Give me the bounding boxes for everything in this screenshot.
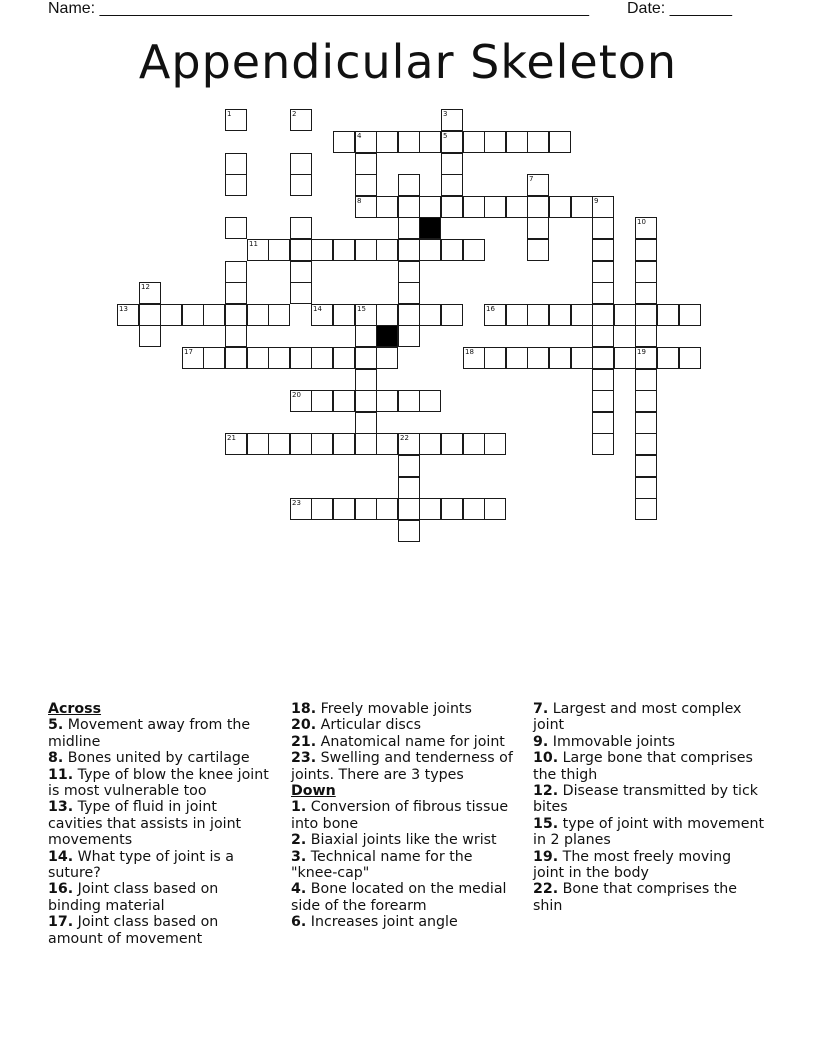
crossword-cell[interactable] bbox=[592, 239, 614, 261]
clue-item bbox=[291, 799, 523, 832]
crossword-cell[interactable] bbox=[635, 433, 657, 455]
crossword-cell[interactable] bbox=[657, 347, 679, 369]
crossword-cell[interactable] bbox=[355, 369, 377, 391]
clue-item-text: Movement away from the midline bbox=[48, 717, 251, 750]
crossword-cell[interactable] bbox=[182, 304, 204, 326]
crossword-cell[interactable] bbox=[355, 304, 377, 326]
clue-item bbox=[291, 734, 523, 750]
crossword-cell[interactable] bbox=[376, 433, 398, 455]
crossword-cell[interactable] bbox=[333, 239, 355, 261]
clue-item-number: 20. bbox=[291, 717, 317, 734]
clue-item bbox=[48, 799, 270, 848]
clue-number: 20 bbox=[292, 391, 301, 399]
crossword-cell[interactable] bbox=[333, 304, 355, 326]
clue-item-text: Freely movable joints bbox=[316, 701, 472, 717]
clue-item-number: 22. bbox=[533, 881, 559, 898]
clue-item bbox=[291, 750, 523, 783]
crossword-cell[interactable] bbox=[549, 131, 571, 153]
crossword-cell[interactable] bbox=[139, 304, 161, 326]
clue-number: 19 bbox=[637, 348, 646, 356]
crossword-cell[interactable] bbox=[333, 390, 355, 412]
crossword-cell[interactable] bbox=[592, 390, 614, 412]
crossword-cell[interactable] bbox=[463, 433, 485, 455]
clue-item-text: Biaxial joints like the wrist bbox=[306, 832, 497, 849]
clue-number: 3 bbox=[443, 110, 448, 118]
crossword-cell[interactable] bbox=[290, 153, 312, 175]
clue-item-number: 14. bbox=[48, 848, 74, 865]
clue-item-number: 2. bbox=[291, 832, 307, 849]
clue-number: 5 bbox=[443, 132, 448, 140]
clue-item-number: 12. bbox=[533, 783, 559, 800]
clue-column-1 bbox=[48, 701, 270, 947]
clue-item-number: 1. bbox=[291, 799, 307, 816]
crossword-cell[interactable] bbox=[355, 196, 377, 218]
clue-item-number: 3. bbox=[291, 848, 307, 865]
crossword-cell[interactable] bbox=[376, 304, 398, 326]
crossword-cell[interactable] bbox=[398, 239, 420, 261]
crossword-cell[interactable] bbox=[355, 390, 377, 412]
crossword-cell[interactable] bbox=[225, 325, 247, 347]
crossword-cell[interactable] bbox=[398, 433, 420, 455]
crossword-cell[interactable] bbox=[290, 174, 312, 196]
clue-item-number: 16. bbox=[48, 881, 74, 898]
clue-item-number: 10. bbox=[533, 750, 559, 767]
crossword-cell[interactable] bbox=[679, 304, 701, 326]
crossword-cell[interactable] bbox=[290, 261, 312, 283]
crossword-cell[interactable] bbox=[441, 239, 463, 261]
clue-item bbox=[533, 783, 765, 816]
crossword-cell[interactable] bbox=[247, 433, 269, 455]
crossword-black-cell bbox=[419, 217, 441, 239]
clue-section-heading: Down bbox=[291, 783, 336, 800]
clue-number: 4 bbox=[357, 132, 362, 140]
clue-item-text: Joint class based on binding material bbox=[48, 881, 219, 914]
crossword-cell[interactable] bbox=[160, 304, 182, 326]
crossword-cell[interactable] bbox=[441, 498, 463, 520]
crossword-cell[interactable] bbox=[225, 109, 247, 131]
clue-item-number: 18. bbox=[291, 701, 317, 717]
crossword-cell[interactable] bbox=[592, 282, 614, 304]
clue-item bbox=[533, 816, 765, 849]
clue-item-number: 8. bbox=[48, 750, 64, 767]
clue-column-3 bbox=[533, 701, 765, 914]
clue-item-text: Anatomical name for joint bbox=[316, 733, 505, 750]
clue-item bbox=[533, 701, 765, 734]
crossword-cell[interactable] bbox=[333, 347, 355, 369]
clue-item-text: Type of fluid in joint cavities that assists in joint movements bbox=[48, 799, 242, 849]
crossword-cell[interactable] bbox=[398, 520, 420, 542]
clue-item-number: 11. bbox=[48, 766, 74, 783]
crossword-cell[interactable] bbox=[182, 347, 204, 369]
crossword-cell[interactable] bbox=[679, 347, 701, 369]
clue-number: 11 bbox=[249, 240, 258, 248]
clue-item bbox=[48, 750, 270, 766]
clue-item bbox=[48, 849, 270, 882]
clue-number: 7 bbox=[529, 175, 534, 183]
crossword-cell[interactable] bbox=[225, 304, 247, 326]
crossword-cell[interactable] bbox=[484, 131, 506, 153]
clue-item-number: 7. bbox=[533, 701, 549, 717]
clue-number: 8 bbox=[357, 197, 362, 205]
crossword-cell[interactable] bbox=[333, 498, 355, 520]
clue-item-number: 9. bbox=[533, 733, 549, 750]
crossword-cell[interactable] bbox=[592, 304, 614, 326]
crossword-cell[interactable] bbox=[484, 498, 506, 520]
crossword-cell[interactable] bbox=[247, 347, 269, 369]
crossword-cell[interactable] bbox=[527, 196, 549, 218]
crossword-cell[interactable] bbox=[463, 131, 485, 153]
crossword-cell[interactable] bbox=[139, 282, 161, 304]
crossword-cell[interactable] bbox=[355, 412, 377, 434]
crossword-cell[interactable] bbox=[484, 196, 506, 218]
clue-item-text: The most freely moving joint in the body bbox=[533, 848, 732, 882]
crossword-cell[interactable] bbox=[355, 153, 377, 175]
name-field-label: Name: _______________________________________________________ bbox=[48, 0, 589, 17]
crossword-cell[interactable] bbox=[376, 239, 398, 261]
clue-number: 17 bbox=[184, 348, 193, 356]
clue-item-number: 19. bbox=[533, 848, 559, 865]
crossword-cell[interactable] bbox=[225, 174, 247, 196]
crossword-cell[interactable] bbox=[290, 282, 312, 304]
clue-item-text: Conversion of fibrous tissue into bone bbox=[291, 799, 509, 832]
crossword-cell[interactable] bbox=[247, 239, 269, 261]
clue-item bbox=[291, 881, 523, 914]
crossword-cell[interactable] bbox=[333, 131, 355, 153]
crossword-cell[interactable] bbox=[635, 498, 657, 520]
clue-item-text: Largest and most complex joint bbox=[533, 701, 742, 734]
crossword-cell[interactable] bbox=[527, 131, 549, 153]
crossword-cell[interactable] bbox=[268, 347, 290, 369]
clue-number: 9 bbox=[594, 197, 599, 205]
crossword-cell[interactable] bbox=[398, 261, 420, 283]
clue-item-text: Bone located on the medial side of the forearm bbox=[291, 881, 507, 914]
crossword-cell[interactable] bbox=[419, 433, 441, 455]
crossword-cell[interactable] bbox=[571, 347, 593, 369]
clue-item bbox=[533, 750, 765, 783]
clue-item-text: Bones united by cartilage bbox=[63, 750, 250, 767]
clue-item-number: 13. bbox=[48, 799, 74, 816]
clue-item-text: Technical name for the "knee-cap" bbox=[291, 848, 473, 882]
crossword-cell[interactable] bbox=[311, 433, 333, 455]
clue-item-text: type of joint with movement in 2 planes bbox=[533, 815, 765, 849]
crossword-cell[interactable] bbox=[311, 304, 333, 326]
crossword-cell[interactable] bbox=[635, 455, 657, 477]
crossword-cell[interactable] bbox=[484, 347, 506, 369]
crossword-cell[interactable] bbox=[549, 196, 571, 218]
crossword-cell[interactable] bbox=[117, 304, 139, 326]
crossword-cell[interactable] bbox=[419, 131, 441, 153]
date-field-label: Date: _______ bbox=[627, 0, 732, 17]
clue-number: 13 bbox=[119, 305, 128, 313]
crossword-cell[interactable] bbox=[225, 347, 247, 369]
crossword-cell[interactable] bbox=[290, 109, 312, 131]
crossword-cell[interactable] bbox=[549, 347, 571, 369]
crossword-cell[interactable] bbox=[635, 217, 657, 239]
crossword-cell[interactable] bbox=[376, 390, 398, 412]
crossword-cell[interactable] bbox=[635, 412, 657, 434]
crossword-cell[interactable] bbox=[398, 304, 420, 326]
crossword-cell[interactable] bbox=[225, 217, 247, 239]
crossword-cell[interactable] bbox=[311, 390, 333, 412]
clue-item-text: Large bone that comprises the thigh bbox=[533, 750, 753, 783]
clue-item-number: 6. bbox=[291, 914, 307, 931]
crossword-cell[interactable] bbox=[592, 325, 614, 347]
clue-number: 14 bbox=[313, 305, 322, 313]
clue-number: 16 bbox=[486, 305, 495, 313]
clue-number: 21 bbox=[227, 434, 236, 442]
crossword-cell[interactable] bbox=[225, 282, 247, 304]
crossword-cell[interactable] bbox=[398, 498, 420, 520]
clue-number: 15 bbox=[357, 305, 366, 313]
crossword-black-cell bbox=[376, 325, 398, 347]
clue-item-text: Swelling and tenderness of joints. There are 3 types bbox=[291, 750, 513, 783]
crossword-cell[interactable] bbox=[203, 304, 225, 326]
crossword-cell[interactable] bbox=[376, 196, 398, 218]
crossword-cell[interactable] bbox=[203, 347, 225, 369]
crossword-cell[interactable] bbox=[527, 217, 549, 239]
crossword-cell[interactable] bbox=[592, 433, 614, 455]
crossword-cell[interactable] bbox=[398, 196, 420, 218]
crossword-cell[interactable] bbox=[635, 369, 657, 391]
clue-number: 1 bbox=[227, 110, 232, 118]
crossword-cell[interactable] bbox=[290, 217, 312, 239]
clue-item bbox=[48, 914, 270, 947]
crossword-cell[interactable] bbox=[635, 477, 657, 499]
crossword-cell[interactable] bbox=[506, 347, 528, 369]
clue-section-heading: Across bbox=[48, 701, 102, 717]
crossword-cell[interactable] bbox=[549, 304, 571, 326]
clue-item bbox=[291, 832, 523, 848]
crossword-cell[interactable] bbox=[419, 390, 441, 412]
crossword-cell[interactable] bbox=[376, 131, 398, 153]
crossword-cell[interactable] bbox=[614, 304, 636, 326]
crossword-cell[interactable] bbox=[419, 239, 441, 261]
clue-number: 18 bbox=[465, 348, 474, 356]
crossword-cell[interactable] bbox=[333, 433, 355, 455]
crossword-cell[interactable] bbox=[463, 239, 485, 261]
page-title: Appendicular Skeleton bbox=[138, 35, 678, 89]
clue-item-text: Immovable joints bbox=[548, 733, 676, 750]
crossword-cell[interactable] bbox=[290, 347, 312, 369]
crossword-cell[interactable] bbox=[419, 498, 441, 520]
clue-item-text: Bone that comprises the shin bbox=[533, 881, 738, 914]
crossword-cell[interactable] bbox=[484, 433, 506, 455]
crossword-cell[interactable] bbox=[592, 217, 614, 239]
clue-item-text: Joint class based on amount of movement bbox=[48, 914, 219, 947]
crossword-cell[interactable] bbox=[355, 433, 377, 455]
crossword-cell[interactable] bbox=[355, 498, 377, 520]
crossword-cell[interactable] bbox=[527, 304, 549, 326]
crossword-cell[interactable] bbox=[592, 261, 614, 283]
clue-item-text: Type of blow the knee joint is most vulnerable too bbox=[48, 766, 269, 800]
clue-number: 10 bbox=[637, 218, 646, 226]
crossword-cell[interactable] bbox=[441, 196, 463, 218]
clue-item-text: Increases joint angle bbox=[306, 914, 458, 931]
clue-number: 2 bbox=[292, 110, 297, 118]
clue-item-text: Disease transmitted by tick bites bbox=[533, 783, 758, 816]
crossword-cell[interactable] bbox=[139, 325, 161, 347]
clue-item-number: 23. bbox=[291, 750, 317, 767]
clue-number: 22 bbox=[400, 434, 409, 442]
crossword-cell[interactable] bbox=[268, 433, 290, 455]
crossword-cell[interactable] bbox=[398, 325, 420, 347]
clue-number: 23 bbox=[292, 499, 301, 507]
crossword-cell[interactable] bbox=[311, 239, 333, 261]
clue-item-number: 21. bbox=[291, 733, 317, 750]
clue-column-2 bbox=[291, 701, 523, 931]
crossword-cell[interactable] bbox=[635, 347, 657, 369]
crossword-cell[interactable] bbox=[441, 153, 463, 175]
crossword-cell[interactable] bbox=[225, 261, 247, 283]
crossword-cell[interactable] bbox=[592, 196, 614, 218]
clue-item bbox=[291, 701, 523, 717]
clue-item bbox=[48, 717, 270, 750]
crossword-cell[interactable] bbox=[419, 304, 441, 326]
clue-item bbox=[48, 767, 270, 800]
crossword-cell[interactable] bbox=[441, 109, 463, 131]
crossword-cell[interactable] bbox=[441, 304, 463, 326]
crossword-cell[interactable] bbox=[635, 390, 657, 412]
crossword-cell[interactable] bbox=[614, 347, 636, 369]
crossword-cell[interactable] bbox=[290, 433, 312, 455]
crossword-cell[interactable] bbox=[290, 498, 312, 520]
clue-item bbox=[291, 717, 523, 733]
crossword-cell[interactable] bbox=[398, 282, 420, 304]
crossword-cell[interactable] bbox=[268, 304, 290, 326]
crossword-cell[interactable] bbox=[355, 239, 377, 261]
crossword-cell[interactable] bbox=[463, 498, 485, 520]
crossword-cell[interactable] bbox=[398, 477, 420, 499]
crossword-cell[interactable] bbox=[571, 196, 593, 218]
crossword-cell[interactable] bbox=[484, 304, 506, 326]
crossword-cell[interactable] bbox=[635, 325, 657, 347]
crossword-cell[interactable] bbox=[657, 304, 679, 326]
clue-item-text: What type of joint is a suture? bbox=[48, 848, 234, 882]
crossword-cell[interactable] bbox=[247, 304, 269, 326]
clue-item bbox=[533, 849, 765, 882]
crossword-cell[interactable] bbox=[506, 196, 528, 218]
crossword-cell[interactable] bbox=[635, 239, 657, 261]
crossword-cell[interactable] bbox=[225, 153, 247, 175]
crossword-cell[interactable] bbox=[398, 455, 420, 477]
crossword-cell[interactable] bbox=[376, 498, 398, 520]
clue-number: 12 bbox=[141, 283, 150, 291]
clue-item bbox=[291, 914, 523, 930]
crossword-cell[interactable] bbox=[398, 174, 420, 196]
crossword-cell[interactable] bbox=[290, 390, 312, 412]
crossword-cell[interactable] bbox=[355, 325, 377, 347]
crossword-cell[interactable] bbox=[419, 196, 441, 218]
crossword-cell[interactable] bbox=[635, 261, 657, 283]
crossword-cell[interactable] bbox=[527, 239, 549, 261]
crossword-cell[interactable] bbox=[398, 217, 420, 239]
crossword-cell[interactable] bbox=[268, 239, 290, 261]
crossword-cell[interactable] bbox=[571, 304, 593, 326]
crossword-cell[interactable] bbox=[592, 369, 614, 391]
crossword-cell[interactable] bbox=[441, 131, 463, 153]
clue-item bbox=[533, 734, 765, 750]
clue-item-number: 5. bbox=[48, 717, 64, 734]
crossword-cell[interactable] bbox=[441, 433, 463, 455]
crossword-cell[interactable] bbox=[506, 131, 528, 153]
crossword-cell[interactable] bbox=[592, 347, 614, 369]
crossword-cell[interactable] bbox=[355, 131, 377, 153]
crossword-cell[interactable] bbox=[311, 498, 333, 520]
crossword-cell[interactable] bbox=[527, 347, 549, 369]
crossword-cell[interactable] bbox=[527, 174, 549, 196]
crossword-cell[interactable] bbox=[376, 347, 398, 369]
crossword-cell[interactable] bbox=[463, 196, 485, 218]
crossword-cell[interactable] bbox=[355, 347, 377, 369]
crossword-cell[interactable] bbox=[398, 131, 420, 153]
clue-item bbox=[533, 881, 765, 914]
clue-item bbox=[48, 881, 270, 914]
crossword-cell[interactable] bbox=[355, 174, 377, 196]
crossword-cell[interactable] bbox=[398, 390, 420, 412]
clue-item-number: 4. bbox=[291, 881, 307, 898]
crossword-cell[interactable] bbox=[506, 304, 528, 326]
crossword-cell[interactable] bbox=[290, 239, 312, 261]
clue-item-number: 15. bbox=[533, 815, 559, 832]
crossword-cell[interactable] bbox=[225, 433, 247, 455]
clue-item-text: Articular discs bbox=[316, 717, 421, 734]
crossword-cell[interactable] bbox=[463, 347, 485, 369]
clue-item bbox=[291, 849, 523, 882]
crossword-cell[interactable] bbox=[441, 174, 463, 196]
clue-item-number: 17. bbox=[48, 914, 74, 931]
crossword-cell[interactable] bbox=[635, 282, 657, 304]
crossword-cell[interactable] bbox=[635, 304, 657, 326]
crossword-cell[interactable] bbox=[592, 412, 614, 434]
crossword-cell[interactable] bbox=[311, 347, 333, 369]
